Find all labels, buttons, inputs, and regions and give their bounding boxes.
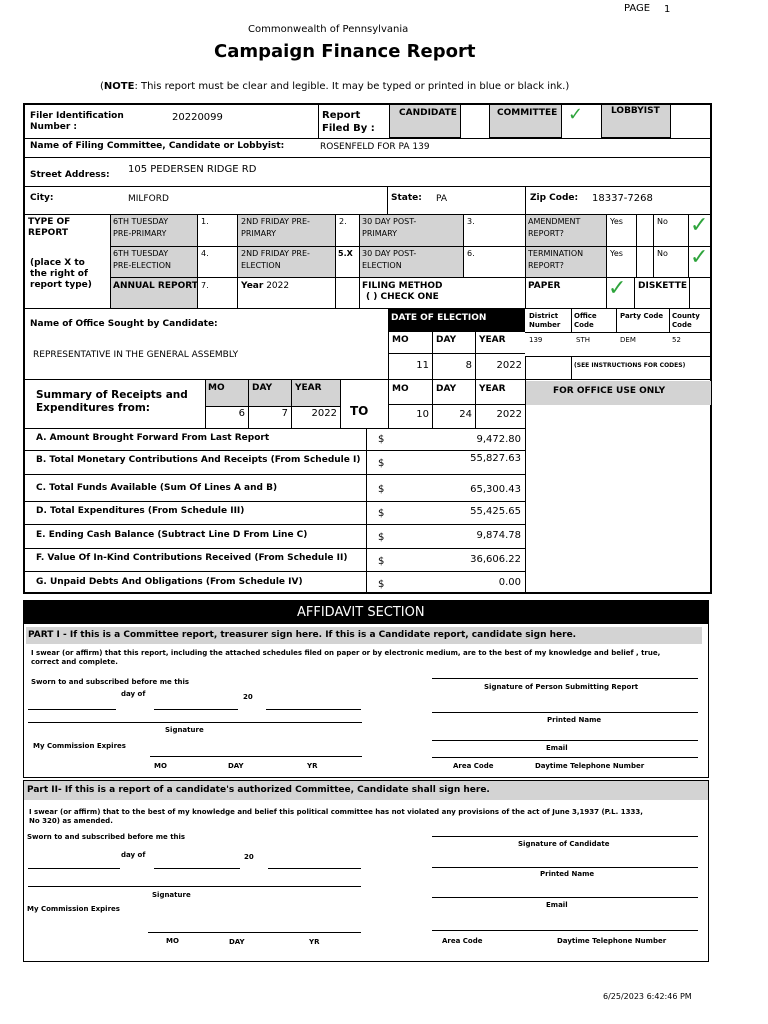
from-year-value: 2022 <box>311 408 337 419</box>
district-label-1: District <box>529 312 559 320</box>
filer-name-value: ROSENFELD FOR PA 139 <box>320 142 430 152</box>
note-line: (NOTE: This report must be clear and legible. It may be typed or printed in blue or black ink.) <box>100 81 570 92</box>
part1-heading: PART I - If this is a Committee report, treasurer sign here. If this is a Candidate report, candidate sign here. <box>28 630 577 640</box>
rt-4-line1: 6TH TUESDAY <box>113 249 169 258</box>
line-c-label: C. Total Funds Available (Sum Of Lines A and B) <box>36 483 278 493</box>
doe-mo-label: MO <box>392 335 409 345</box>
county-code-value: 52 <box>672 336 681 344</box>
report-type-label-1: TYPE OF <box>28 217 71 227</box>
zip-label: Zip Code: <box>530 193 579 203</box>
filing-method-label: FILING METHOD <box>362 281 443 291</box>
part1-sworn: Sworn to and subscribed before me this <box>31 678 190 686</box>
from-year-label: YEAR <box>295 383 322 393</box>
page-label: PAGE <box>624 3 651 14</box>
line-a-value: 9,472.80 <box>476 434 521 445</box>
rt-3-line1: 30 DAY POST- <box>362 217 417 226</box>
doe-year-value: 2022 <box>496 360 522 371</box>
part1-swear-2: correct and complete. <box>31 658 118 666</box>
page-number: 1 <box>664 4 671 15</box>
part2-sworn: Sworn to and subscribed before me this <box>27 833 186 841</box>
state-label: State: <box>391 193 422 203</box>
part2-twenty: 20 <box>244 853 254 861</box>
line-g-currency: $ <box>378 579 385 590</box>
summary-label-2: Expenditures from: <box>36 402 150 414</box>
year-row: Year 2022 <box>241 281 290 291</box>
part2-signature: Signature <box>152 891 191 899</box>
part1-mo: MO <box>154 762 167 770</box>
line-f-currency: $ <box>378 556 385 567</box>
part1-area-code: Area Code <box>453 762 494 770</box>
place-x-label-3: report type) <box>30 280 92 290</box>
part2-area-code: Area Code <box>442 937 483 945</box>
rt-2-line2: PRIMARY <box>241 229 277 238</box>
amendment-yes[interactable]: Yes <box>610 217 623 226</box>
rt-7-number[interactable]: 7. <box>201 281 209 290</box>
line-d-label: D. Total Expenditures (From Schedule III) <box>36 506 245 516</box>
line-d-currency: $ <box>378 508 385 519</box>
rt-1-line2: PRE-PRIMARY <box>113 229 167 238</box>
candidate-option[interactable]: CANDIDATE <box>399 108 457 118</box>
city-label: City: <box>30 193 54 203</box>
county-code-label-2: Code <box>672 321 692 329</box>
party-code-value: DEM <box>620 336 636 344</box>
rt-3-line2: PRIMARY <box>362 229 398 238</box>
part2-day-of: day of <box>121 851 146 859</box>
line-b-label: B. Total Monetary Contributions And Receipts (From Schedule I) <box>36 455 361 465</box>
place-x-label-2: the right of <box>30 269 88 279</box>
line-e-currency: $ <box>378 532 385 543</box>
to-day-label: DAY <box>436 384 457 394</box>
city-value: MILFORD <box>128 194 169 204</box>
to-year-label: YEAR <box>479 384 506 394</box>
part1-email: Email <box>546 744 568 752</box>
filed-by-label-2: Filed By : <box>322 123 375 134</box>
rt-2-line1: 2ND FRIDAY PRE- <box>241 217 310 226</box>
report-type-label-2: REPORT <box>28 228 68 238</box>
affidavit-heading: AFFIDAVIT SECTION <box>297 605 425 620</box>
part1-yr: YR <box>307 762 318 770</box>
filer-name-label: Name of Filing Committee, Candidate or Lobbyist: <box>30 141 285 151</box>
termination-no-check-icon: ✓ <box>690 245 709 270</box>
part1-signature: Signature <box>165 726 204 734</box>
part1-commission: My Commission Expires <box>33 742 126 750</box>
filer-id-value: 20220099 <box>172 112 223 123</box>
line-c-currency: $ <box>378 484 385 495</box>
part1-printed-name: Printed Name <box>547 716 602 724</box>
line-b-currency: $ <box>378 458 385 469</box>
party-code-label: Party Code <box>620 312 664 320</box>
rt-4-line2: PRE-ELECTION <box>113 261 172 270</box>
rt-3-number[interactable]: 3. <box>467 217 475 226</box>
filed-by-label-1: Report <box>322 110 361 121</box>
part1-twenty: 20 <box>243 693 253 701</box>
termination-yes[interactable]: Yes <box>610 249 623 258</box>
state-value: PA <box>436 194 448 204</box>
part1-day: DAY <box>228 762 244 770</box>
filer-id-label-2: Number : <box>30 122 78 132</box>
line-d-value: 55,425.65 <box>470 506 521 517</box>
line-e-value: 9,874.78 <box>476 530 521 541</box>
doe-day-value: 8 <box>465 360 472 371</box>
office-code-label-1: Office <box>574 312 597 320</box>
amendment-no[interactable]: No <box>657 217 668 226</box>
rt-5-number[interactable]: 5.X <box>338 249 353 258</box>
rt-1-line1: 6TH TUESDAY <box>113 217 169 226</box>
to-mo-value: 10 <box>416 409 429 420</box>
part2-sig-candidate: Signature of Candidate <box>518 840 610 848</box>
rt-5-line1: 2ND FRIDAY PRE- <box>241 249 310 258</box>
rt-5-line2: ELECTION <box>241 261 281 270</box>
diskette-label[interactable]: DISKETTE <box>638 281 688 291</box>
rt-6-line2: ELECTION <box>362 261 402 270</box>
doe-year-label: YEAR <box>479 335 506 345</box>
doe-mo-value: 11 <box>416 360 429 371</box>
part1-sig-person: Signature of Person Submitting Report <box>484 683 639 691</box>
amendment-line1: AMENDMENT <box>528 217 581 226</box>
termination-line2: REPORT? <box>528 261 564 270</box>
rt-6-line1: 30 DAY POST- <box>362 249 417 258</box>
footer-timestamp: 6/25/2023 6:42:46 PM <box>603 992 692 1001</box>
from-mo-value: 6 <box>238 408 245 419</box>
filer-id-label-1: Filer Identification <box>30 111 124 121</box>
office-label: Name of Office Sought by Candidate: <box>30 319 218 329</box>
termination-no[interactable]: No <box>657 249 668 258</box>
part2-phone: Daytime Telephone Number <box>557 937 667 945</box>
office-value: REPRESENTATIVE IN THE GENERAL ASSEMBLY <box>33 350 239 360</box>
part2-yr: YR <box>309 938 320 946</box>
amendment-line2: REPORT? <box>528 229 564 238</box>
office-code-value: STH <box>576 336 590 344</box>
line-c-value: 65,300.43 <box>470 484 521 495</box>
rt-2-number[interactable]: 2. <box>339 217 347 226</box>
filing-method-check: ( ) CHECK ONE <box>366 292 439 302</box>
part1-swear-1: I swear (or affirm) that this report, including the attached schedules filed on paper or by electronic medium, are to the best of my knowledge and belief , true, <box>31 649 661 657</box>
part2-commission: My Commission Expires <box>27 905 120 913</box>
codes-instructions: (SEE INSTRUCTIONS FOR CODES) <box>574 362 686 369</box>
part2-mo: MO <box>166 937 179 945</box>
amendment-no-check-icon: ✓ <box>690 213 709 238</box>
to-year-value: 2022 <box>496 409 522 420</box>
lobbyist-option[interactable]: LOBBYIST <box>611 106 660 116</box>
county-code-label-1: County <box>672 312 700 320</box>
line-e-label: E. Ending Cash Balance (Subtract Line D From Line C) <box>36 530 308 540</box>
part2-day: DAY <box>229 938 245 946</box>
filer-section <box>23 103 712 594</box>
page-title: Campaign Finance Report <box>214 41 476 62</box>
date-of-election-heading: DATE OF ELECTION <box>391 313 487 323</box>
office-use-label: FOR OFFICE USE ONLY <box>553 386 666 396</box>
paper-check-icon: ✓ <box>608 276 627 301</box>
zip-value: 18337-7268 <box>592 193 653 204</box>
part1-phone: Daytime Telephone Number <box>535 762 645 770</box>
street-value: 105 PEDERSEN RIDGE RD <box>128 164 257 175</box>
place-x-label-1: (place X to <box>30 258 85 268</box>
street-label: Street Address: <box>30 170 110 180</box>
doe-day-label: DAY <box>436 335 457 345</box>
district-label-2: Number <box>529 321 561 329</box>
line-g-label: G. Unpaid Debts And Obligations (From Schedule IV) <box>36 577 303 587</box>
part2-swear-1: I swear (or affirm) that to the best of my knowledge and belief this political committee has not violated any provisions of the act of June 3,1937 (P.L. 1333, <box>29 808 643 816</box>
line-f-label: F. Value Of In-Kind Contributions Received (From Schedule II) <box>36 553 348 563</box>
part2-swear-2: No 320) as amended. <box>29 817 113 825</box>
from-day-label: DAY <box>252 383 273 393</box>
committee-check-icon: ✓ <box>568 104 584 125</box>
to-mo-label: MO <box>392 384 409 394</box>
to-day-value: 24 <box>459 409 472 420</box>
line-b-value: 55,827.63 <box>470 453 521 464</box>
rt-1-number[interactable]: 1. <box>201 217 209 226</box>
line-f-value: 36,606.22 <box>470 554 521 565</box>
paper-label[interactable]: PAPER <box>528 281 561 291</box>
from-day-value: 7 <box>281 408 288 419</box>
line-g-value: 0.00 <box>498 577 521 588</box>
district-value: 139 <box>529 336 543 344</box>
rt-4-number[interactable]: 4. <box>201 249 209 258</box>
commonwealth-heading: Commonwealth of Pennsylvania <box>248 24 409 35</box>
committee-option[interactable]: COMMITTEE <box>497 108 558 118</box>
part2-email: Email <box>546 901 568 909</box>
rt-6-number[interactable]: 6. <box>467 249 475 258</box>
to-label: TO <box>350 404 369 418</box>
summary-label-1: Summary of Receipts and <box>36 389 188 401</box>
termination-line1: TERMINATION <box>528 249 584 258</box>
part2-heading: Part II- If this is a report of a candidate's authorized Committee, Candidate shall sign here. <box>27 785 490 795</box>
part1-day-of: day of <box>121 690 146 698</box>
office-code-label-2: Code <box>574 321 594 329</box>
from-mo-label: MO <box>208 383 225 393</box>
line-a-label: A. Amount Brought Forward From Last Report <box>36 433 270 443</box>
annual-report: ANNUAL REPORT <box>113 281 198 291</box>
line-a-currency: $ <box>378 434 385 445</box>
part2-printed-name: Printed Name <box>540 870 595 878</box>
